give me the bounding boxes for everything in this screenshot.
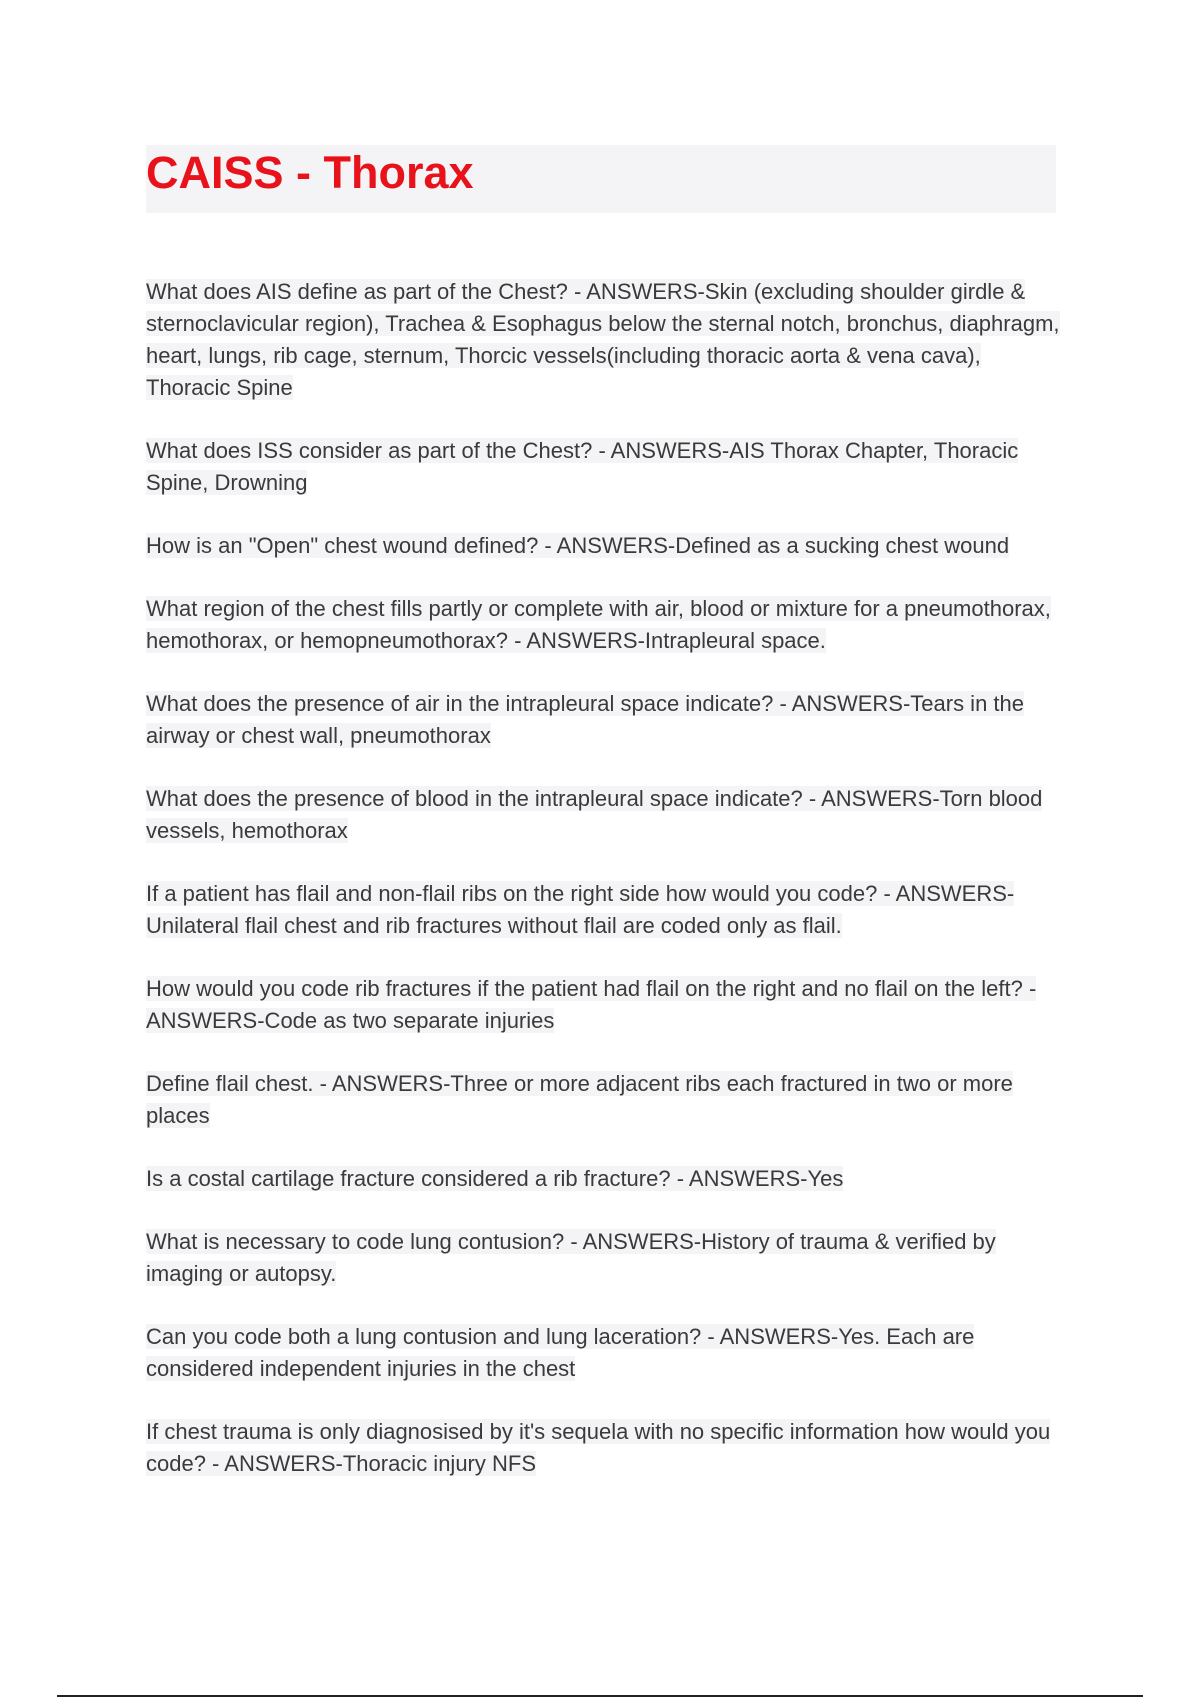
qa-item-text: What does ISS consider as part of the Chest? - ANSWERS-AIS Thorax Chapter, Thoracic Spine, Drowning (146, 438, 1019, 495)
qa-item (146, 1163, 1066, 1195)
qa-item (146, 1226, 1066, 1290)
qa-item-text: If a patient has flail and non-flail ribs on the right side how would you code? - ANSWERS-Unilateral flail chest and rib fractures without flail are coded only as flail. (146, 881, 1015, 938)
qa-item-text: What does the presence of air in the intrapleural space indicate? - ANSWERS-Tears in the airway or chest wall, pneumothorax (146, 691, 1025, 748)
footer-divider (57, 1695, 1143, 1697)
qa-item (146, 1416, 1066, 1480)
qa-item (146, 688, 1066, 752)
qa-item (146, 593, 1066, 657)
qa-item-text: How is an "Open" chest wound defined? - ANSWERS-Defined as a sucking chest wound (146, 533, 1010, 558)
qa-item-text: What does the presence of blood in the intrapleural space indicate? - ANSWERS-Torn blood vessels, hemothorax (146, 786, 1043, 843)
qa-item-text: What region of the chest fills partly or complete with air, blood or mixture for a pneumothorax, hemothorax, or hemopneumothorax? - ANSWERS-Intrapleural space. (146, 596, 1051, 653)
page-title: CAISS - Thorax (146, 147, 474, 198)
qa-item-text: What does AIS define as part of the Chest? - ANSWERS-Skin (excluding shoulder girdle & sternoclavicular region), Trachea & Esophagus below the sternal notch, bronchus, diaphragm, heart, lungs, rib cage, sternum, Thorcic vessels(including thoracic aorta & vena cava), Thoracic Spine (146, 279, 1060, 400)
qa-item (146, 276, 1066, 404)
qa-item-text: Define flail chest. - ANSWERS-Three or more adjacent ribs each fractured in two or more places (146, 1071, 1013, 1128)
qa-item-text: If chest trauma is only diagnosised by it's sequela with no specific information how would you code? - ANSWERS-Thoracic injury NFS (146, 1419, 1051, 1476)
qa-item (146, 783, 1066, 847)
qa-item (146, 973, 1066, 1037)
qa-item (146, 1068, 1066, 1132)
qa-item-text: What is necessary to code lung contusion? - ANSWERS-History of trauma & verified by imaging or autopsy. (146, 1229, 996, 1286)
qa-item (146, 435, 1066, 499)
qa-item-text: Can you code both a lung contusion and lung laceration? - ANSWERS-Yes. Each are considered independent injuries in the chest (146, 1324, 975, 1381)
qa-item (146, 878, 1066, 942)
qa-item (146, 1321, 1066, 1385)
qa-list (146, 276, 1066, 1511)
qa-item (146, 530, 1066, 562)
title-bar (146, 145, 1056, 213)
qa-item-text: How would you code rib fractures if the patient had flail on the right and no flail on the left? - ANSWERS-Code as two separate injuries (146, 976, 1037, 1033)
qa-item-text: Is a costal cartilage fracture considered a rib fracture? - ANSWERS-Yes (146, 1166, 844, 1191)
